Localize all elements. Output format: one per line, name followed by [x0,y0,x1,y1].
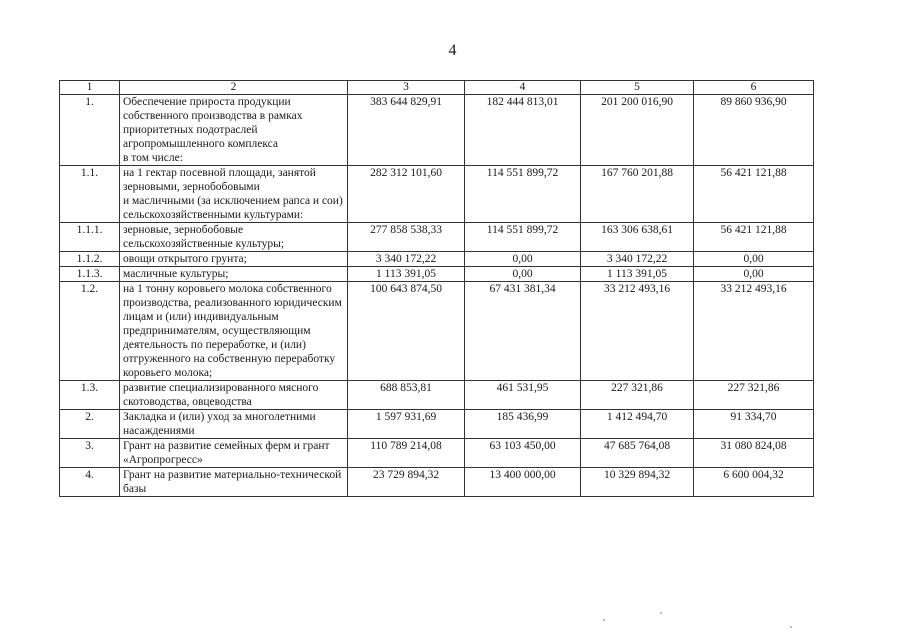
value-col3: 282 312 101,60 [348,166,465,223]
value-col4: 67 431 381,34 [465,282,581,381]
value-col3: 110 789 214,08 [348,439,465,468]
scan-speck [660,612,662,614]
value-col5: 1 412 494,70 [581,410,694,439]
value-col5: 167 760 201,88 [581,166,694,223]
scan-speck [603,619,605,621]
value-col6: 0,00 [694,252,814,267]
value-col5: 33 212 493,16 [581,282,694,381]
value-col6: 33 212 493,16 [694,282,814,381]
value-col3: 277 858 538,33 [348,223,465,252]
value-col3: 3 340 172,22 [348,252,465,267]
value-col5: 10 329 894,32 [581,468,694,497]
table-row [60,439,814,468]
value-col4: 13 400 000,00 [465,468,581,497]
column-header: 3 [348,81,465,95]
row-description: Обеспечение прироста продукции собственного производства в рамках приоритетных подотраслей агропромышленного комплекса в том числе: [120,95,348,166]
value-col4: 461 531,95 [465,381,581,410]
column-header: 2 [120,81,348,95]
table-row [60,95,814,166]
value-col4: 114 551 899,72 [465,223,581,252]
value-col3: 383 644 829,91 [348,95,465,166]
column-header: 6 [694,81,814,95]
table-row [60,252,814,267]
column-header: 4 [465,81,581,95]
row-number: 1.2. [60,282,120,381]
value-col3: 100 643 874,50 [348,282,465,381]
row-number: 1.1.1. [60,223,120,252]
column-header: 5 [581,81,694,95]
row-description: овощи открытого грунта; [120,252,348,267]
value-col6: 31 080 824,08 [694,439,814,468]
row-number: 1.3. [60,381,120,410]
value-col5: 227 321,86 [581,381,694,410]
value-col6: 227 321,86 [694,381,814,410]
table-row [60,410,814,439]
value-col3: 23 729 894,32 [348,468,465,497]
value-col3: 1 113 391,05 [348,267,465,282]
row-description: масличные культуры; [120,267,348,282]
row-number: 2. [60,410,120,439]
row-description: Грант на развитие материально-технической базы [120,468,348,497]
table-row [60,468,814,497]
row-description: на 1 тонну коровьего молока собственного производства, реализованного юридическим лицам и (или) индивидуальным предпринимателям, осуществляющим деятельность по переработке, и (или) отгруженного на собственную переработку коровьего молока; [120,282,348,381]
value-col6: 0,00 [694,267,814,282]
row-number: 1.1.3. [60,267,120,282]
value-col3: 1 597 931,69 [348,410,465,439]
table-row [60,282,814,381]
page-number: 4 [448,42,457,59]
table-row [60,381,814,410]
row-description: на 1 гектар посевной площади, занятой зерновыми, зернобобовыми и масличными (за исключением рапса и сои) сельскохозяйственными культурами: [120,166,348,223]
value-col5: 201 200 016,90 [581,95,694,166]
value-col6: 91 334,70 [694,410,814,439]
value-col4: 0,00 [465,267,581,282]
row-description: Закладка и (или) уход за многолетними насаждениями [120,410,348,439]
value-col5: 3 340 172,22 [581,252,694,267]
value-col4: 0,00 [465,252,581,267]
table-row [60,166,814,223]
row-number: 4. [60,468,120,497]
value-col4: 182 444 813,01 [465,95,581,166]
value-col6: 56 421 121,88 [694,166,814,223]
column-header: 1 [60,81,120,95]
table-header-row [60,81,814,95]
row-number: 1.1. [60,166,120,223]
data-table [59,80,814,497]
table-row [60,267,814,282]
table-row [60,223,814,252]
row-description: зерновые, зернобобовые сельскохозяйственные культуры; [120,223,348,252]
value-col5: 1 113 391,05 [581,267,694,282]
row-description: развитие специализированного мясного скотоводства, овцеводства [120,381,348,410]
row-description: Грант на развитие семейных ферм и грант «Агропрогресс» [120,439,348,468]
value-col6: 56 421 121,88 [694,223,814,252]
value-col5: 47 685 764,08 [581,439,694,468]
row-number: 1.1.2. [60,252,120,267]
row-number: 1. [60,95,120,166]
value-col5: 163 306 638,61 [581,223,694,252]
scan-speck [790,626,792,628]
value-col6: 89 860 936,90 [694,95,814,166]
value-col4: 114 551 899,72 [465,166,581,223]
value-col4: 63 103 450,00 [465,439,581,468]
row-number: 3. [60,439,120,468]
value-col3: 688 853,81 [348,381,465,410]
value-col4: 185 436,99 [465,410,581,439]
value-col6: 6 600 004,32 [694,468,814,497]
